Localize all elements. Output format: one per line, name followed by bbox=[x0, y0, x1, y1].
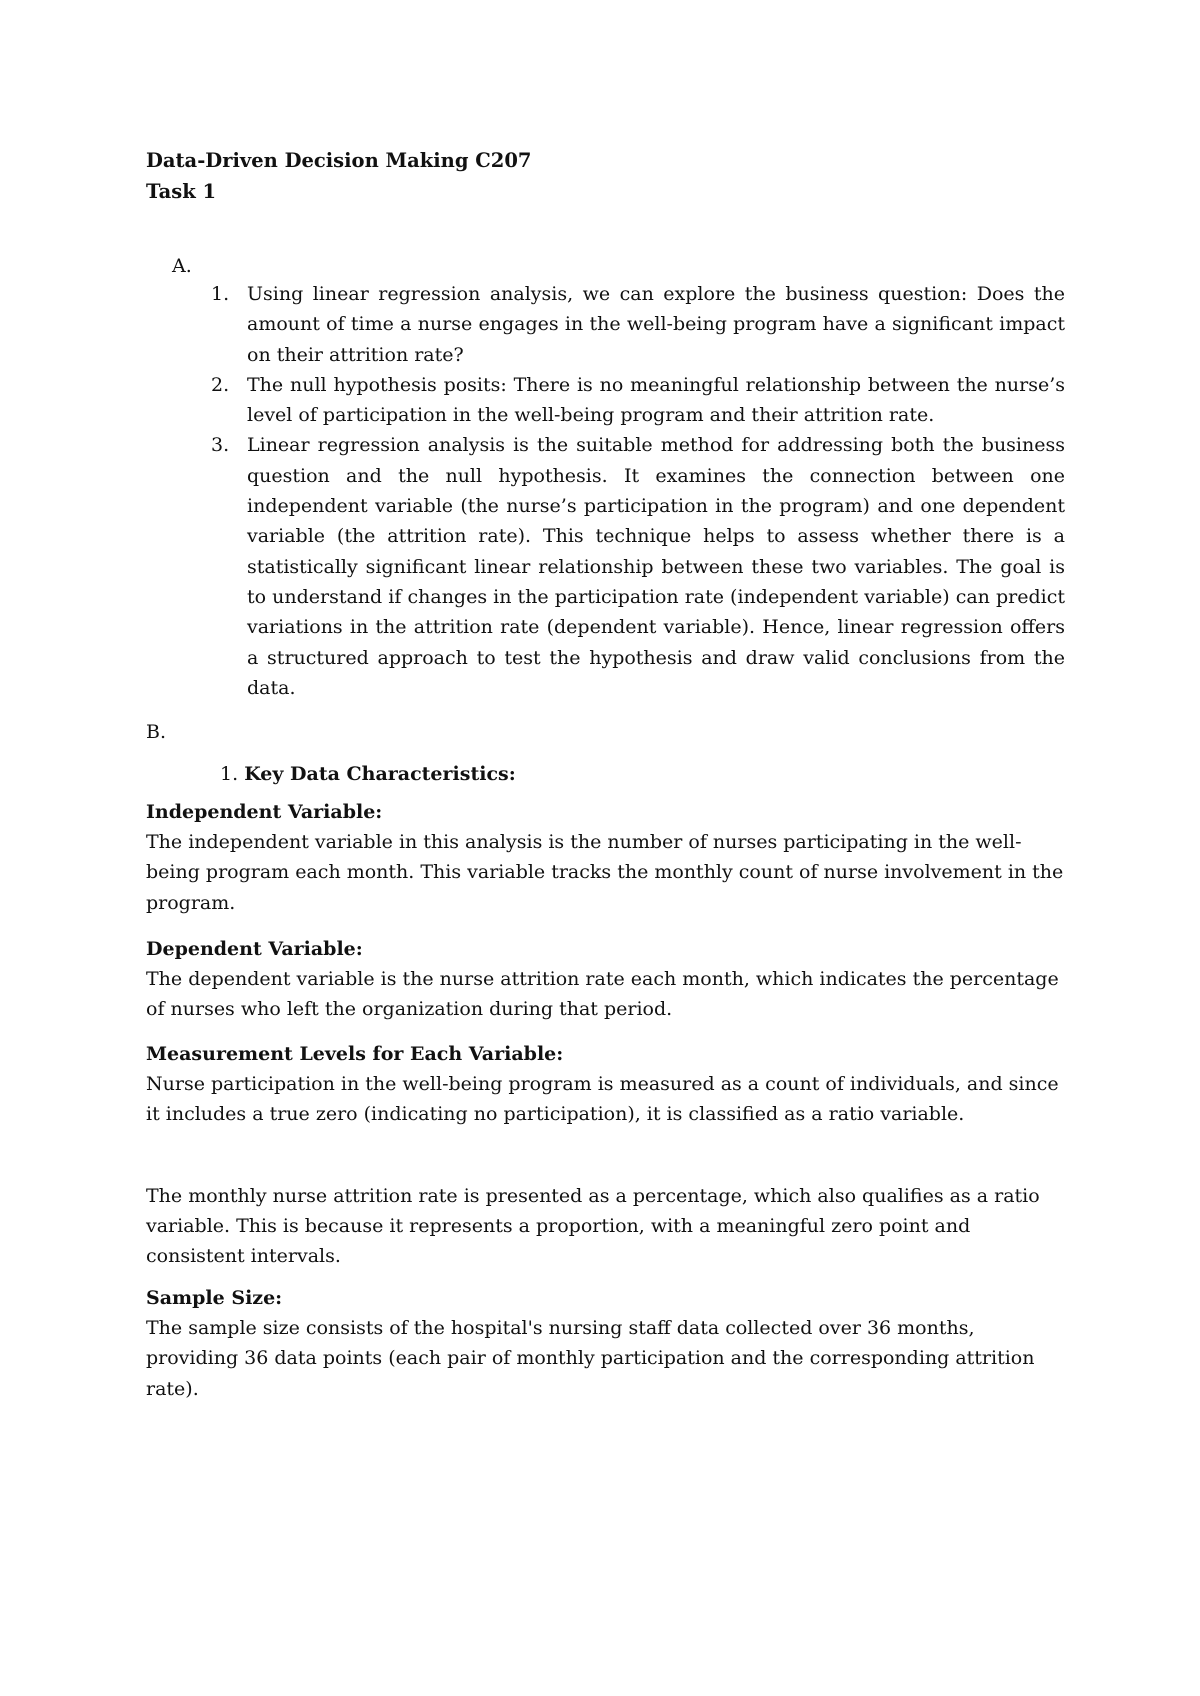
measurement-levels-text: Nurse participation in the well-being program is measured as a count of individuals, and since it includes a true zero (indicating no participation), it is classified as a ratio variable. bbox=[146, 1073, 1059, 1126]
measurement-levels-block bbox=[146, 1039, 1066, 1130]
section-b-label: B. bbox=[146, 721, 167, 743]
list-item-number: 2. bbox=[211, 373, 230, 396]
dependent-variable-text: The dependent variable is the nurse attrition rate each month, which indicates the percentage of nurses who left the organization during that period. bbox=[146, 968, 1059, 1021]
dependent-variable-block bbox=[146, 934, 1066, 1025]
independent-variable-block bbox=[146, 797, 1066, 918]
list-item bbox=[207, 370, 1065, 431]
list-item bbox=[207, 279, 1065, 370]
measurement-levels-heading: Measurement Levels for Each Variable: bbox=[146, 1043, 564, 1065]
attrition-measurement-block bbox=[146, 1181, 1066, 1272]
task-heading: Task 1 bbox=[146, 180, 217, 203]
list-item bbox=[207, 430, 1065, 703]
sample-size-text: The sample size consists of the hospital's nursing staff data collected over 36 months, providing 36 data points (each pair of monthly participation and the corresponding attrition rate). bbox=[146, 1317, 1035, 1400]
list-item-number: 1. bbox=[211, 283, 230, 305]
independent-variable-text: The independent variable in this analysis is the number of nurses participating in the well-being program each month. This variable tracks the monthly count of nurse involvement in the program. bbox=[146, 831, 1064, 914]
list-item-text: Using linear regression analysis, we can explore the business question: Does the amount of time a nurse engages in the well-being program have a significant impact on their attrition rate? bbox=[247, 283, 1065, 366]
section-a-label: A. bbox=[172, 255, 192, 277]
sample-size-heading: Sample Size: bbox=[146, 1287, 283, 1309]
section-b-item-label: Key Data Characteristics: bbox=[244, 763, 516, 785]
list-item-number: 3. bbox=[211, 434, 230, 457]
section-a-list bbox=[207, 279, 1065, 703]
independent-variable-heading: Independent Variable: bbox=[146, 801, 383, 823]
section-b-item-number: 1. bbox=[220, 763, 239, 785]
sample-size-block bbox=[146, 1283, 1066, 1404]
document-title: Data-Driven Decision Making C207 bbox=[146, 149, 532, 172]
list-item-text: The null hypothesis posits: There is no meaningful relationship between the nurse’s level of participation in the well-being program and their attrition rate. bbox=[247, 373, 1065, 427]
attrition-measurement-text: The monthly nurse attrition rate is presented as a percentage, which also qualifies as a ratio variable. This is because it represents a proportion, with a meaningful zero point and consistent intervals. bbox=[146, 1185, 1040, 1268]
section-b-item bbox=[220, 759, 516, 789]
list-item-text: Linear regression analysis is the suitable method for addressing both the business question and the null hypothesis. It examines the connection between one independent variable (the nurse’s participation in the program) and one dependent variable (the attrition rate). This technique helps to assess whether there is a statistically significant linear relationship between these two variables. The goal is to understand if changes in the participation rate (independent variable) can predict variations in the attrition rate (dependent variable). Hence, linear regression offers a structured approach to test the hypothesis and draw valid conclusions from the data. bbox=[247, 434, 1065, 699]
dependent-variable-heading: Dependent Variable: bbox=[146, 938, 363, 960]
